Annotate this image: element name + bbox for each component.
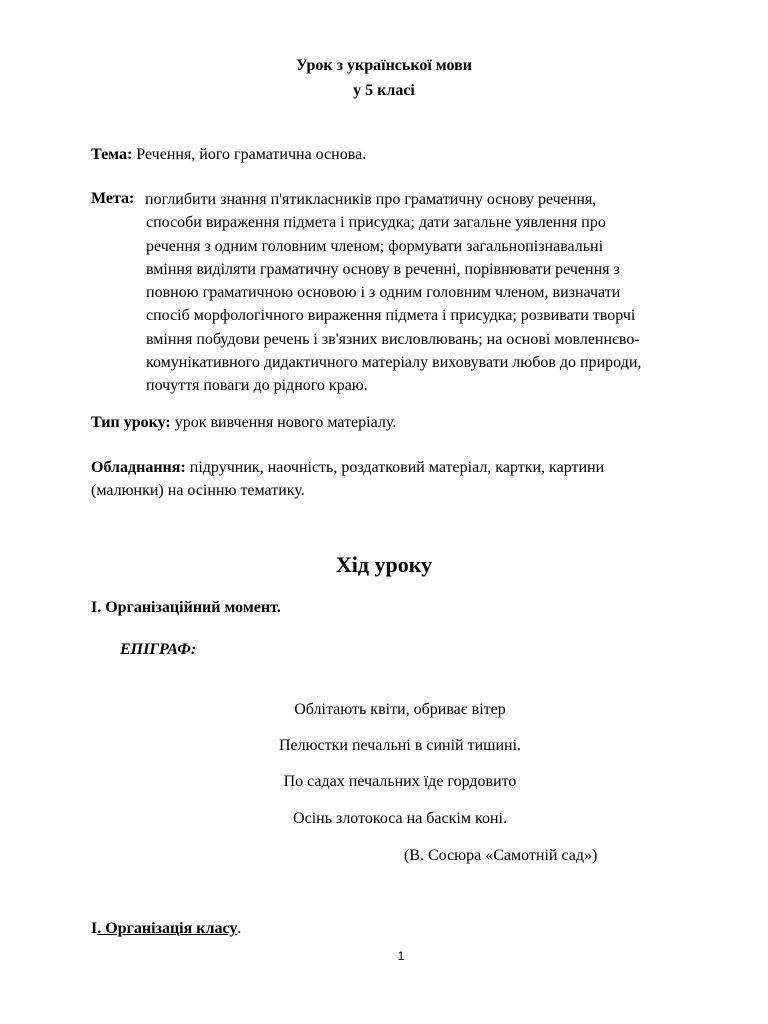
goal-line: поглибити знання п'ятикласників про граматичну основу речення, <box>145 191 597 208</box>
lesson-grade: у 5 класі <box>353 82 415 99</box>
topic-label: Тема: <box>91 146 133 163</box>
equipment-text-continued: (малюнки) на осінню тематику. <box>91 482 305 499</box>
poem-line: Облітають квіти, обриває вітер <box>294 701 506 718</box>
lesson-title: Урок з української мови <box>296 57 472 74</box>
epigraph-attribution: (В. Сосюра «Самотній сад») <box>404 847 598 864</box>
goal-text <box>146 188 726 398</box>
goal-line: повною граматичною основою і з одним головним членом, визначати <box>146 284 621 302</box>
goal-line: способи вираження підмета і присудка; дати загальне уявлення про <box>146 214 606 232</box>
goal-label: Мета: <box>91 190 135 207</box>
equipment-paragraph <box>91 457 604 479</box>
equipment-label: Обладнання: <box>91 459 186 476</box>
goal-line: речення з одним головним членом; формувати загальнопізнавальні <box>146 237 604 255</box>
goal-line: спосіб морфологічного вираження підмета і присудка; розвивати творчі <box>146 307 636 325</box>
lesson-type-label: Тип уроку: <box>91 414 171 431</box>
epigraph-label: ЕПІГРАФ: <box>120 641 197 658</box>
section-1-title: І. Організаційний момент. <box>91 599 281 616</box>
goal-line: вміння виділяти граматичну основу в реченні, порівнювати речення з <box>146 260 620 278</box>
poem-line: По садах печальних їде гордовито <box>283 773 517 790</box>
lesson-type-paragraph <box>91 412 396 434</box>
poem-line: Пелюстки печальні в синій тишині. <box>278 737 522 754</box>
poem-line: Осінь злотокоса на баскім коні. <box>293 810 507 827</box>
section-heading: Хід уроку <box>335 552 433 577</box>
equipment-text: підручник, наочність, роздатковий матеріал, картки, картини <box>189 459 605 476</box>
goal-line: почуття поваги до рідного краю. <box>146 377 368 395</box>
section-2-title: І. Організація класу. <box>91 920 242 937</box>
topic-paragraph <box>91 144 366 166</box>
goal-line: вміння побудови речень і зв'язних висловлювань; на основі мовленнєво- <box>146 330 640 348</box>
page-number: 1 <box>397 949 405 963</box>
lesson-type-text: урок вивчення нового матеріалу. <box>174 414 397 431</box>
goal-line: комунікативного дидактичного матеріалу виховувати любов до природи, <box>146 354 642 372</box>
topic-text: Речення, його граматична основа. <box>136 146 367 163</box>
